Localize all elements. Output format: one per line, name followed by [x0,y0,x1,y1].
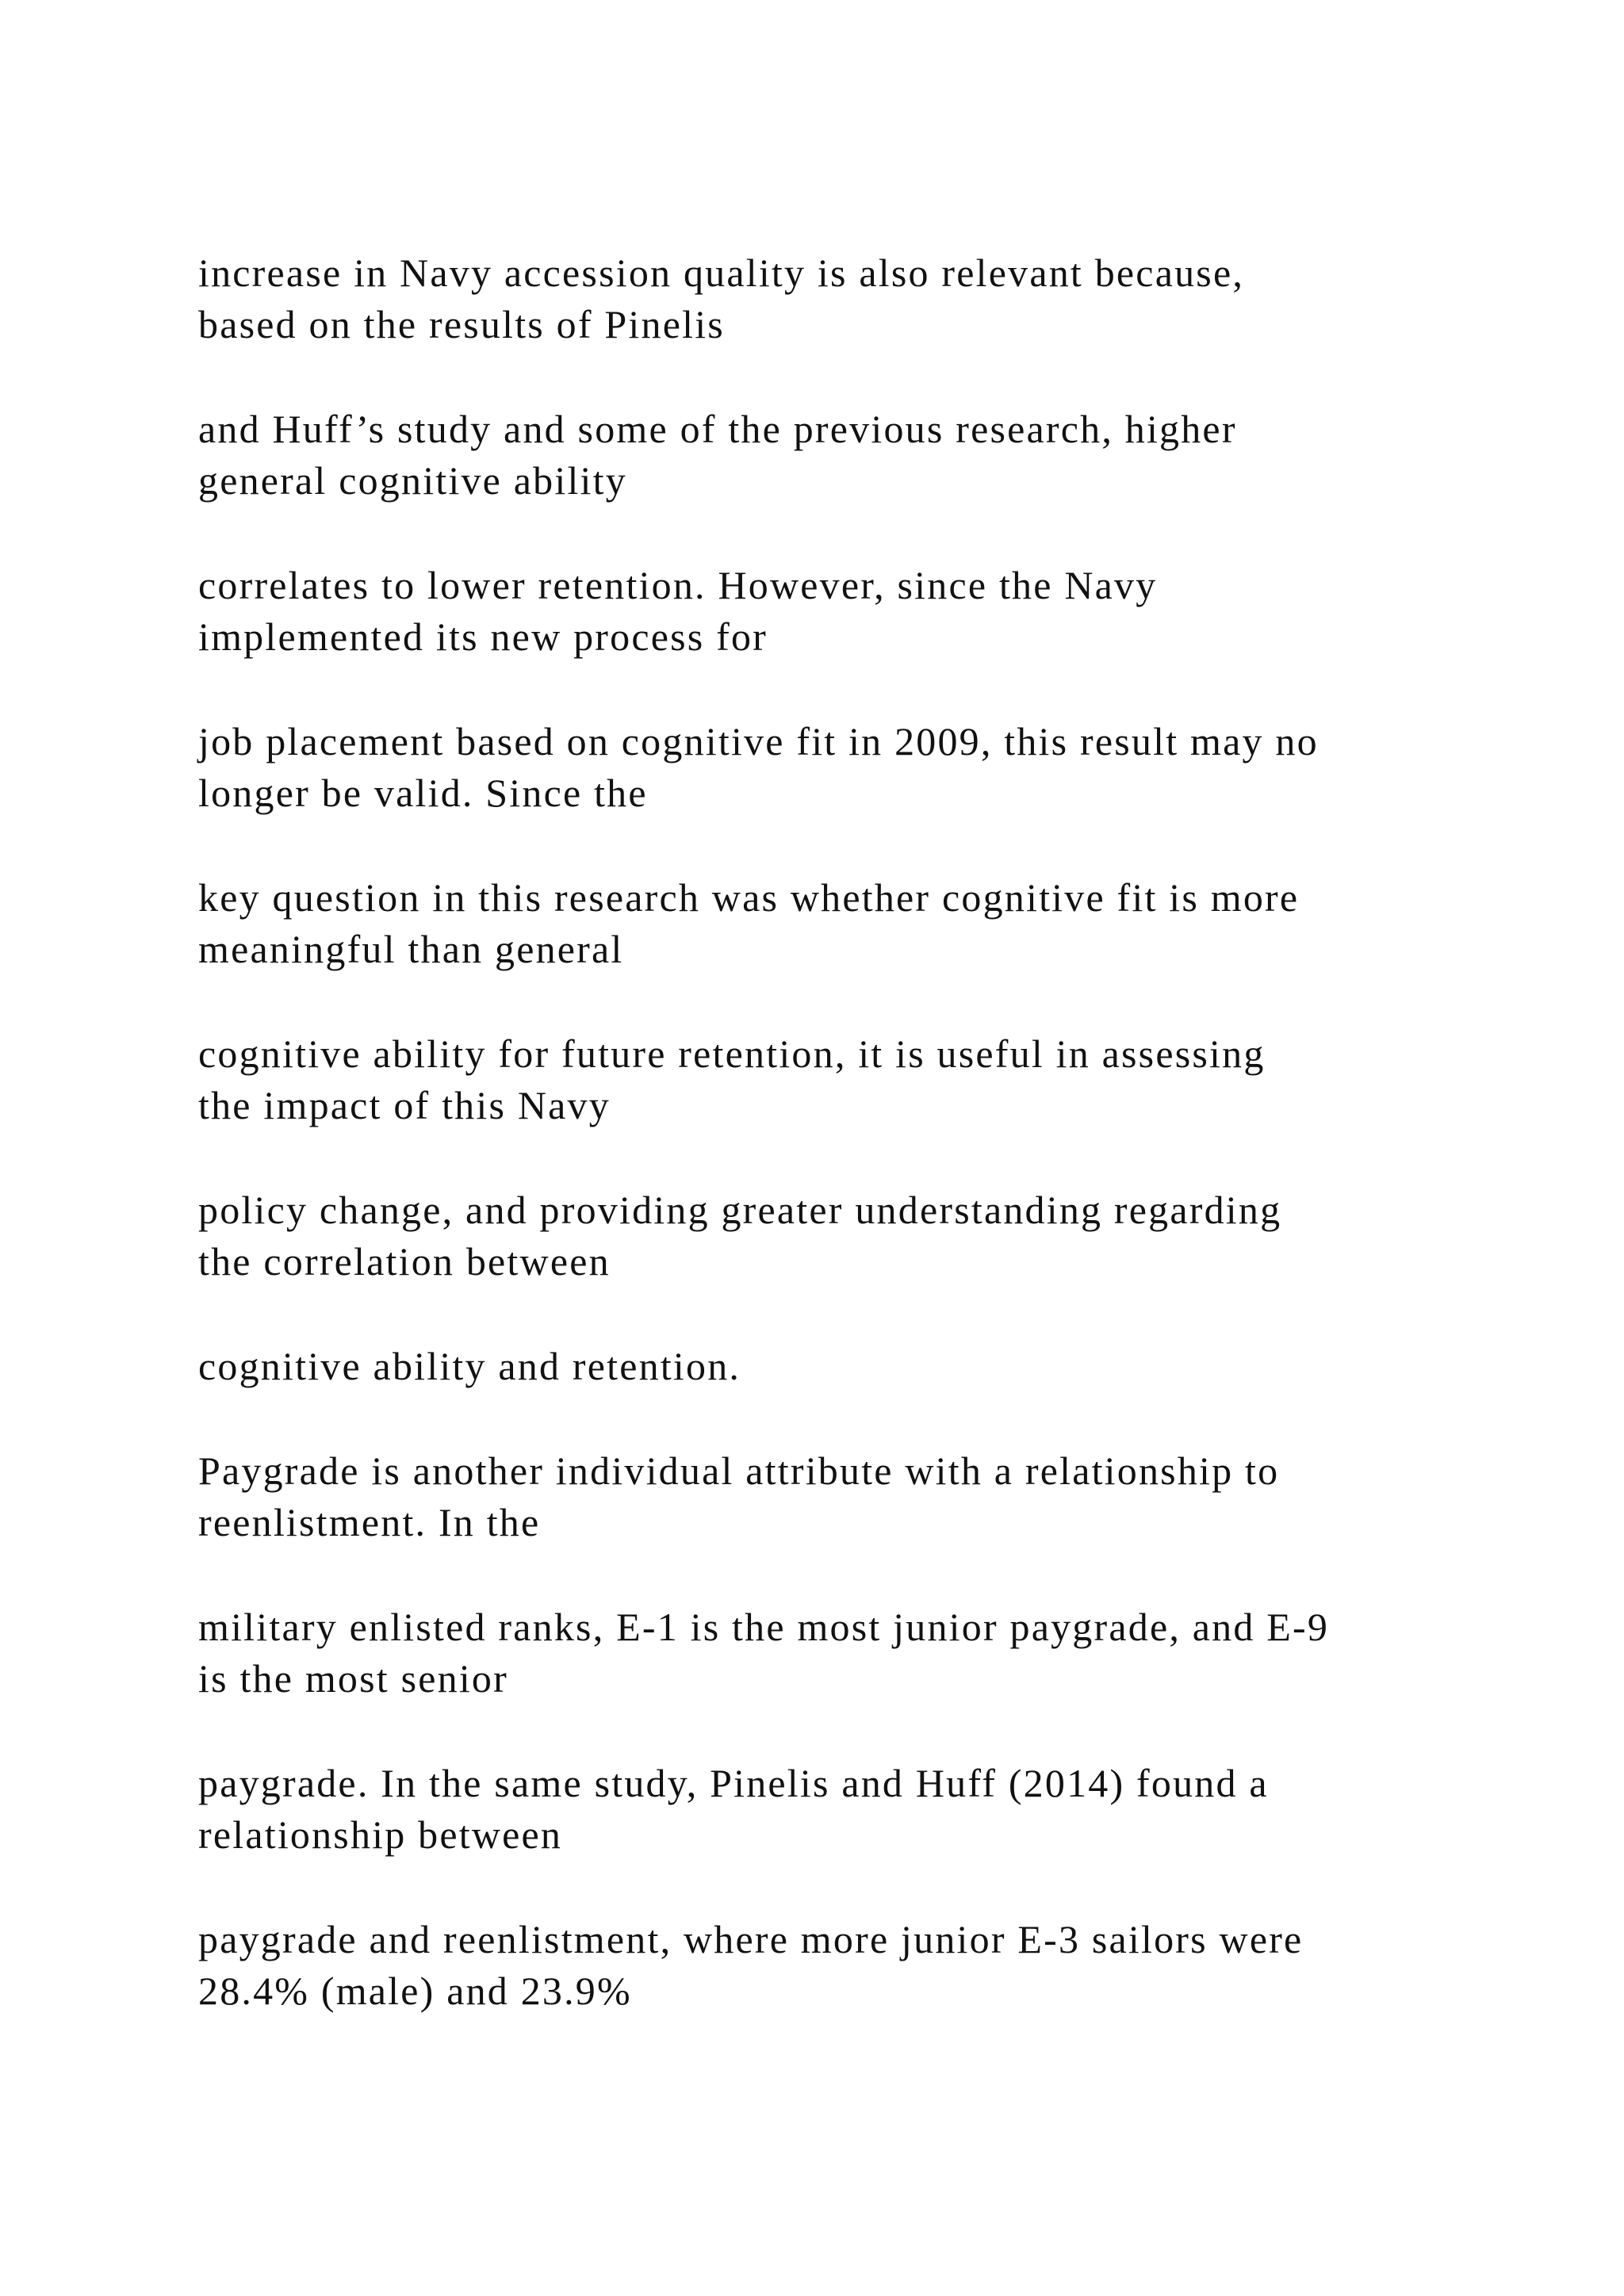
paragraph [198,1341,1499,1392]
paragraph [198,1758,1499,1861]
text-line: military enlisted ranks, E-1 is the most junior paygrade, and E-9 [198,1605,1330,1649]
text-line: Paygrade is another individual attribute with a relationship to [198,1448,1280,1493]
text-line: 28.4% (male) and 23.9% [198,1969,632,2013]
text-line: cognitive ability for future retention, it is useful in assessing [198,1031,1266,1076]
paragraph [198,560,1499,663]
paragraph [198,716,1499,819]
text-line: key question in this research was whether cognitive fit is more [198,875,1300,920]
paragraph [198,404,1499,507]
body-text [198,247,1499,2070]
text-line: paygrade and reenlistment, where more junior E-3 sailors were [198,1917,1304,1961]
text-line: paygrade. In the same study, Pinelis and Huff (2014) found a [198,1761,1269,1805]
text-line: the correlation between [198,1239,611,1284]
text-line: implemented its new process for [198,614,768,659]
text-line: based on the results of Pinelis [198,302,725,346]
text-line: longer be valid. Since the [198,771,648,815]
text-line: the impact of this Navy [198,1083,611,1127]
text-line: correlates to lower retention. However, since the Navy [198,563,1158,607]
paragraph [198,1445,1499,1548]
paragraph [198,1184,1499,1288]
paragraph [198,247,1499,350]
paragraph [198,1028,1499,1131]
paragraph [198,872,1499,975]
text-line: cognitive ability and retention. [198,1344,741,1388]
text-line: and Huff’s study and some of the previous research, higher [198,407,1237,451]
text-line: general cognitive ability [198,458,627,503]
text-line: meaningful than general [198,927,624,971]
text-line: policy change, and providing greater understanding regarding [198,1188,1282,1232]
text-line: reenlistment. In the [198,1500,541,1544]
text-line: job placement based on cognitive fit in 2009, this result may no [198,719,1319,763]
paragraph [198,1914,1499,2017]
text-line: is the most senior [198,1656,508,1701]
paragraph [198,1601,1499,1705]
text-line: increase in Navy accession quality is also relevant because, [198,251,1245,295]
text-line: relationship between [198,1812,563,1857]
